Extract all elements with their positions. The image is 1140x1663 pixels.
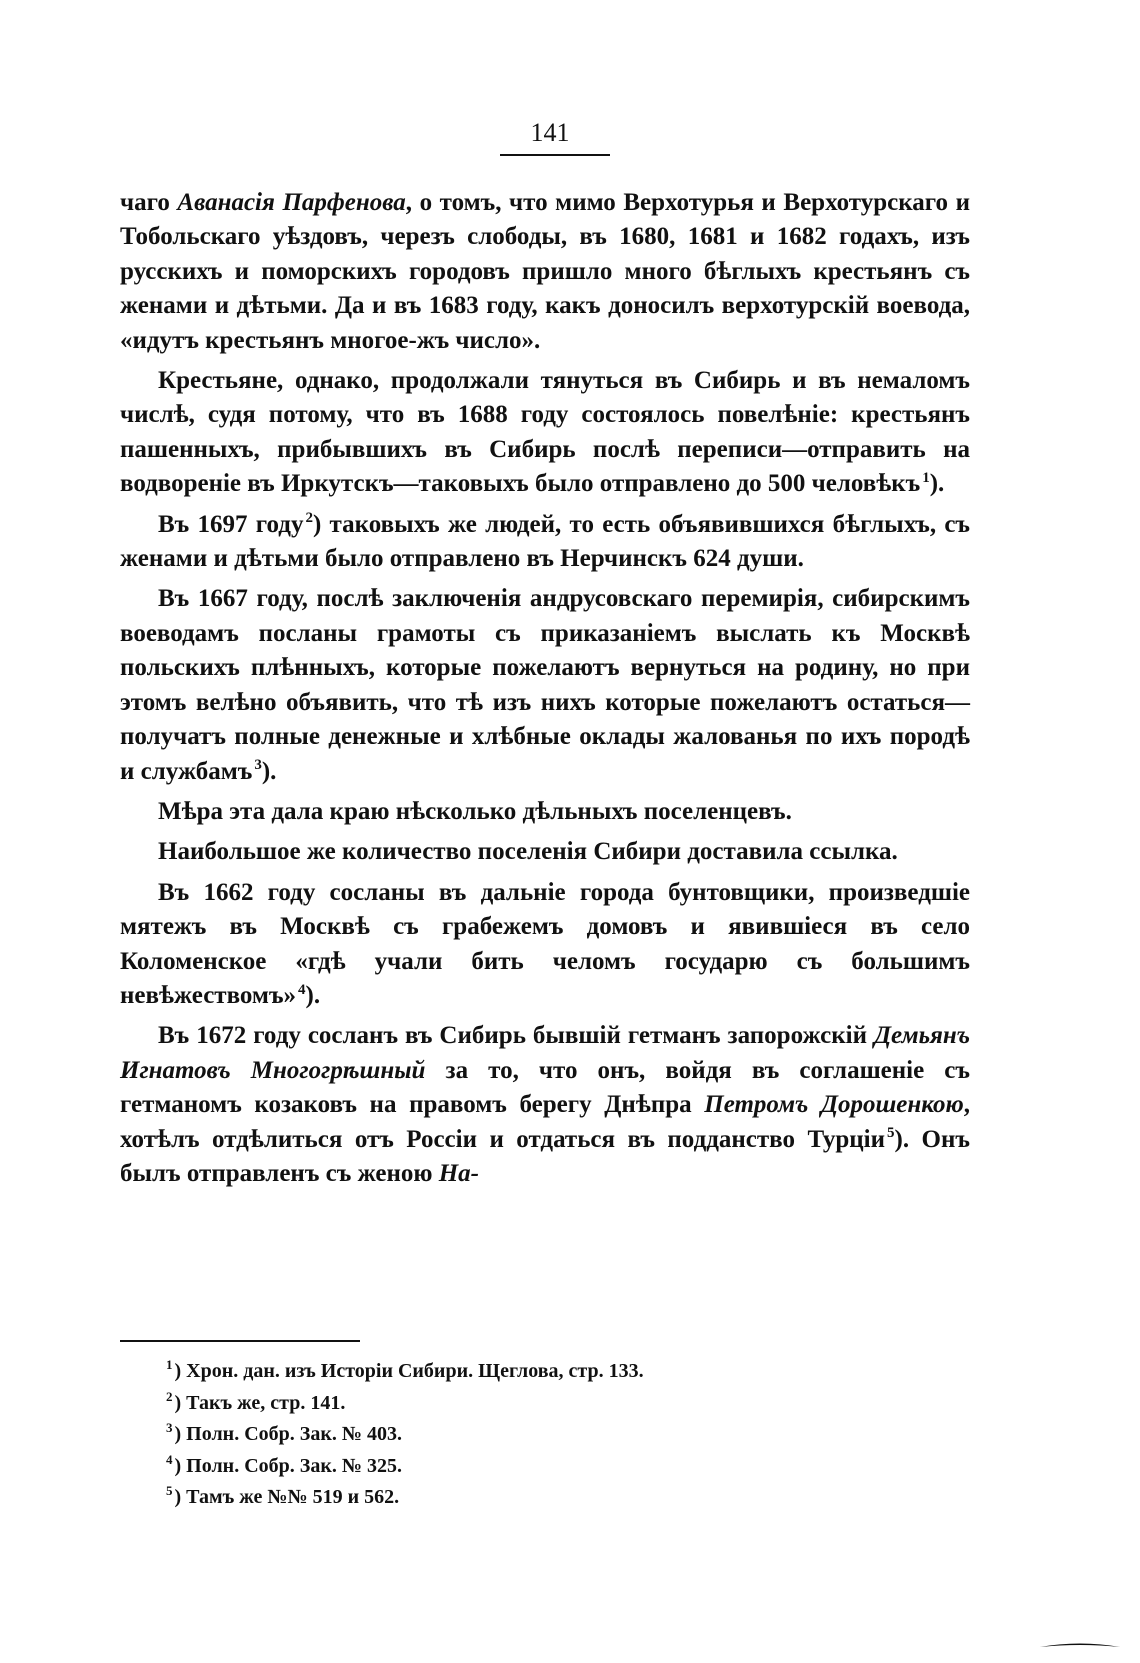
text-run: ). Онъ былъ отправленъ съ женою	[120, 1125, 970, 1187]
footnote	[166, 1451, 926, 1483]
text-run: ).	[929, 470, 945, 498]
text-run: Крестьяне, однако, продолжали тянуться въ Сибирь и въ немаломъ числѣ, судя потому, что въ 1688 году состоялось повелѣніе: крестьянъ пашенныхъ, прибывшихъ въ Сибирь послѣ переписи—отправить на водвореніе въ Иркутскъ—таковыхъ было отправлено до 500 человѣкъ	[120, 367, 970, 498]
footnote	[166, 1388, 926, 1420]
text-run: ).	[305, 981, 321, 1009]
text-run: чаго	[120, 189, 178, 216]
paragraph	[120, 364, 970, 502]
footnote-text: ) Полн. Собр. Зак. № 403.	[174, 1423, 402, 1445]
paragraph	[120, 1019, 970, 1191]
paragraph	[120, 876, 970, 1014]
text-run: Въ 1697 году	[158, 510, 304, 538]
footnote-mark: 5	[166, 1483, 173, 1499]
paragraph	[120, 582, 970, 788]
footnote-separator	[120, 1340, 360, 1342]
footnote-mark: 1	[166, 1357, 173, 1373]
page-number-rule	[500, 154, 610, 156]
text-run: ) таковыхъ же людей, то есть объявившихся бѣглыхъ, съ женами и дѣтьми было отправлено въ Нерчинскъ 624 души.	[120, 510, 971, 573]
paragraph	[120, 835, 970, 869]
footnote-ref: 2	[305, 510, 313, 527]
italic-name: Демьянъ Игнатовъ Многогрѣшный	[120, 1022, 970, 1084]
text-run: Въ 1667 году, послѣ заключенія андрусовскаго перемирія, сибирскимъ воеводамъ посланы грамоты съ приказаніемъ выслать къ Москвѣ польскихъ плѣнныхъ, которые пожелаютъ вернуться на родину, но при этомъ велѣно объявить, что тѣ изъ нихъ которые пожелаютъ остаться—получатъ полные денежные и хлѣбные оклады жалованья по ихъ породѣ и службамъ	[120, 585, 970, 785]
footnote-text: ) Хрон. дан. изъ Исторіи Сибири. Щеглова, стр. 133.	[174, 1360, 644, 1382]
footnote-ref: 3	[254, 757, 262, 774]
text-run: , о томъ, что мимо Верхотурья и Верхотурскаго и Тобольскаго уѣздовъ, черезъ слободы, въ 1680, 1681 и 1682 годахъ, изъ русскихъ и поморскихъ городовъ пришло много бѣглыхъ крестьянъ съ женами и дѣтьми. Да и въ 1683 году, какъ доносилъ верхотурскій воевода, «идутъ крестьянъ многое-жъ число».	[120, 189, 970, 354]
text-run: Наибольшое же количество поселенія Сибири доставила ссылка.	[158, 838, 898, 866]
footnote-mark: 4	[166, 1451, 173, 1467]
paragraph	[120, 186, 970, 358]
text-run: , хотѣлъ отдѣлиться отъ Россіи и отдаться въ подданство Турціи	[120, 1091, 970, 1153]
text-run: за то, что онъ, войдя въ соглашеніе съ гетманомъ козаковъ на правомъ берегу Днѣпра	[120, 1056, 970, 1119]
footnote-ref: 1	[922, 469, 930, 486]
paragraph	[120, 508, 970, 577]
footnote-ref: 5	[887, 1125, 895, 1142]
text-run: Въ 1672 году сосланъ въ Сибирь бывшій гетманъ запорожскій	[158, 1022, 874, 1050]
footnote-ref: 4	[298, 981, 306, 998]
text-run: Мѣра эта дала краю нѣсколько дѣльныхъ поселенцевъ.	[158, 797, 792, 825]
paragraph	[120, 795, 970, 829]
page-number: 141	[530, 118, 570, 147]
footnote-mark: 3	[166, 1420, 173, 1436]
footnote	[166, 1419, 926, 1451]
footnote-text: ) Такъ же, стр. 141.	[174, 1391, 346, 1414]
footnote-mark: 2	[166, 1388, 173, 1404]
text-run: ).	[261, 757, 277, 785]
footnote-text: ) Тамъ же №№ 519 и 562.	[174, 1486, 400, 1508]
footnotes	[166, 1356, 926, 1514]
text-run: Въ 1662 году сосланы въ дальніе города бунтовщики, произведшіе мятежъ въ Москвѣ съ грабежемъ домовъ и явившіеся въ село Коломенское «гдѣ учали бить челомъ государю съ большимъ невѣжествомъ»	[120, 878, 970, 1009]
tailpiece-ornament-icon	[1040, 1640, 1120, 1650]
footnote	[166, 1482, 926, 1514]
footnote	[166, 1356, 926, 1388]
italic-name: Петромъ Дорошенкою	[704, 1091, 964, 1119]
footnote-text: ) Полн. Собр. Зак. № 325.	[174, 1454, 402, 1477]
italic-name: На-	[438, 1159, 480, 1187]
body-text	[120, 186, 970, 1197]
italic-name: Аванасія Парфенова	[177, 189, 406, 216]
